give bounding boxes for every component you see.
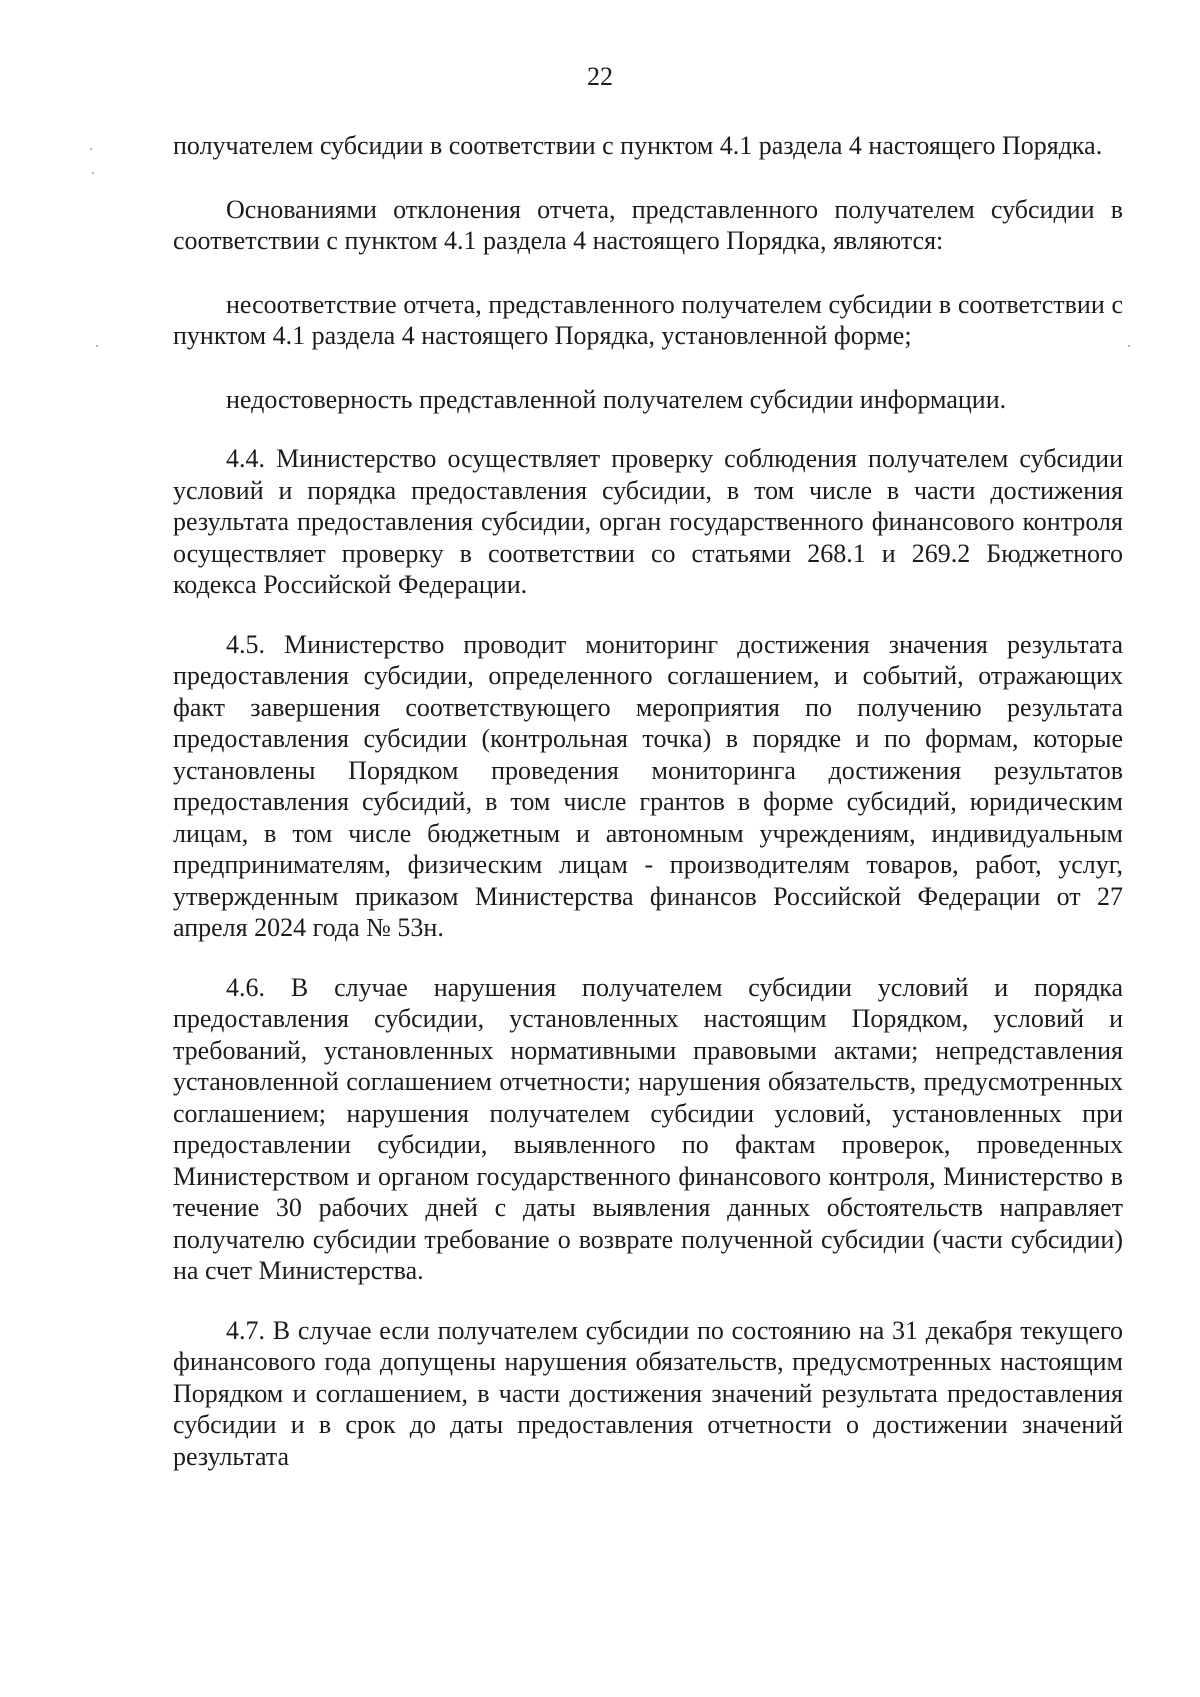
paragraph-unreliability: недостоверность представленной получателем субсидии информации.: [226, 384, 1007, 414]
paragraph-4-5: 4.5. Министерство проводит мониторинг достижения значения результата предоставления субсидии, определенного соглашением, и событий, отражающих факт завершения соответствующего мероприятия по получению результата предоставления субсидии (контрольная точка) в порядке и по формам, которые установлены Порядком проведения мониторинга достижения результатов предоставления субсидий, в том числе грантов в форме субсидий, юридическим лицам, в том числе бюджетным и автономным учреждениям, индивидуальным предпринимателям, физическим лицам - производителям товаров, работ, услуг, утвержденным приказом Министерства финансов Российской Федерации от 27 апреля 2024 года № 53н.: [173, 629, 1123, 942]
scan-speck: [90, 148, 92, 150]
scan-speck: [96, 345, 98, 347]
scan-speck: [92, 172, 94, 174]
paragraph-continuation: получателем субсидии в соответствии с пунктом 4.1 раздела 4 настоящего Порядка.: [173, 131, 1103, 160]
paragraph-4-6: 4.6. В случае нарушения получателем субсидии условий и порядка предоставления субсидии, установленных настоящим Порядком, условий и требований, установленных нормативными правовыми актами; непредставления установленной соглашением отчетности; нарушения обязательств, предусмотренных соглашением; нарушения получателем субсидии условий, установленных при предоставлении субсидии, выявленного по фактам проверок, проведенных Министерством и органом государственного финансового контроля, Министерство в течение 30 рабочих дней с даты выявления данных обстоятельств направляет получателю субсидии требование о возврате полученной субсидии (части субсидии) на счет Министерства.: [173, 972, 1123, 1285]
paragraph-4-4: 4.4. Министерство осуществляет проверку соблюдения получателем субсидии условий и порядка предоставления субсидии, в том числе в части достижения результата предоставления субсидии, орган государственного финансового контроля осуществляет проверку в соответствии со статьями 268.1 и 269.2 Бюджетного кодекса Российской Федерации.: [173, 444, 1123, 599]
page-number: 22: [587, 62, 613, 91]
scan-speck: [1128, 345, 1130, 347]
document-body: [173, 130, 1123, 1472]
paragraph-rejection-grounds: Основаниями отклонения отчета, представленного получателем субсидии в соответствии с пунктом 4.1 раздела 4 настоящего Порядка, являются:: [173, 194, 1123, 255]
paragraph-4-7: 4.7. В случае если получателем субсидии по состоянию на 31 декабря текущего финансового года допущены нарушения обязательств, предусмотренных настоящим Порядком и соглашением, в части достижения значений результата предоставления субсидии и в срок до даты предоставления отчетности о достижении значений результата: [173, 1315, 1123, 1471]
paragraph-noncompliance: несоответствие отчета, представленного получателем субсидии в соответствии с пунктом 4.1 раздела 4 настоящего Порядка, установленной форме;: [173, 289, 1123, 350]
